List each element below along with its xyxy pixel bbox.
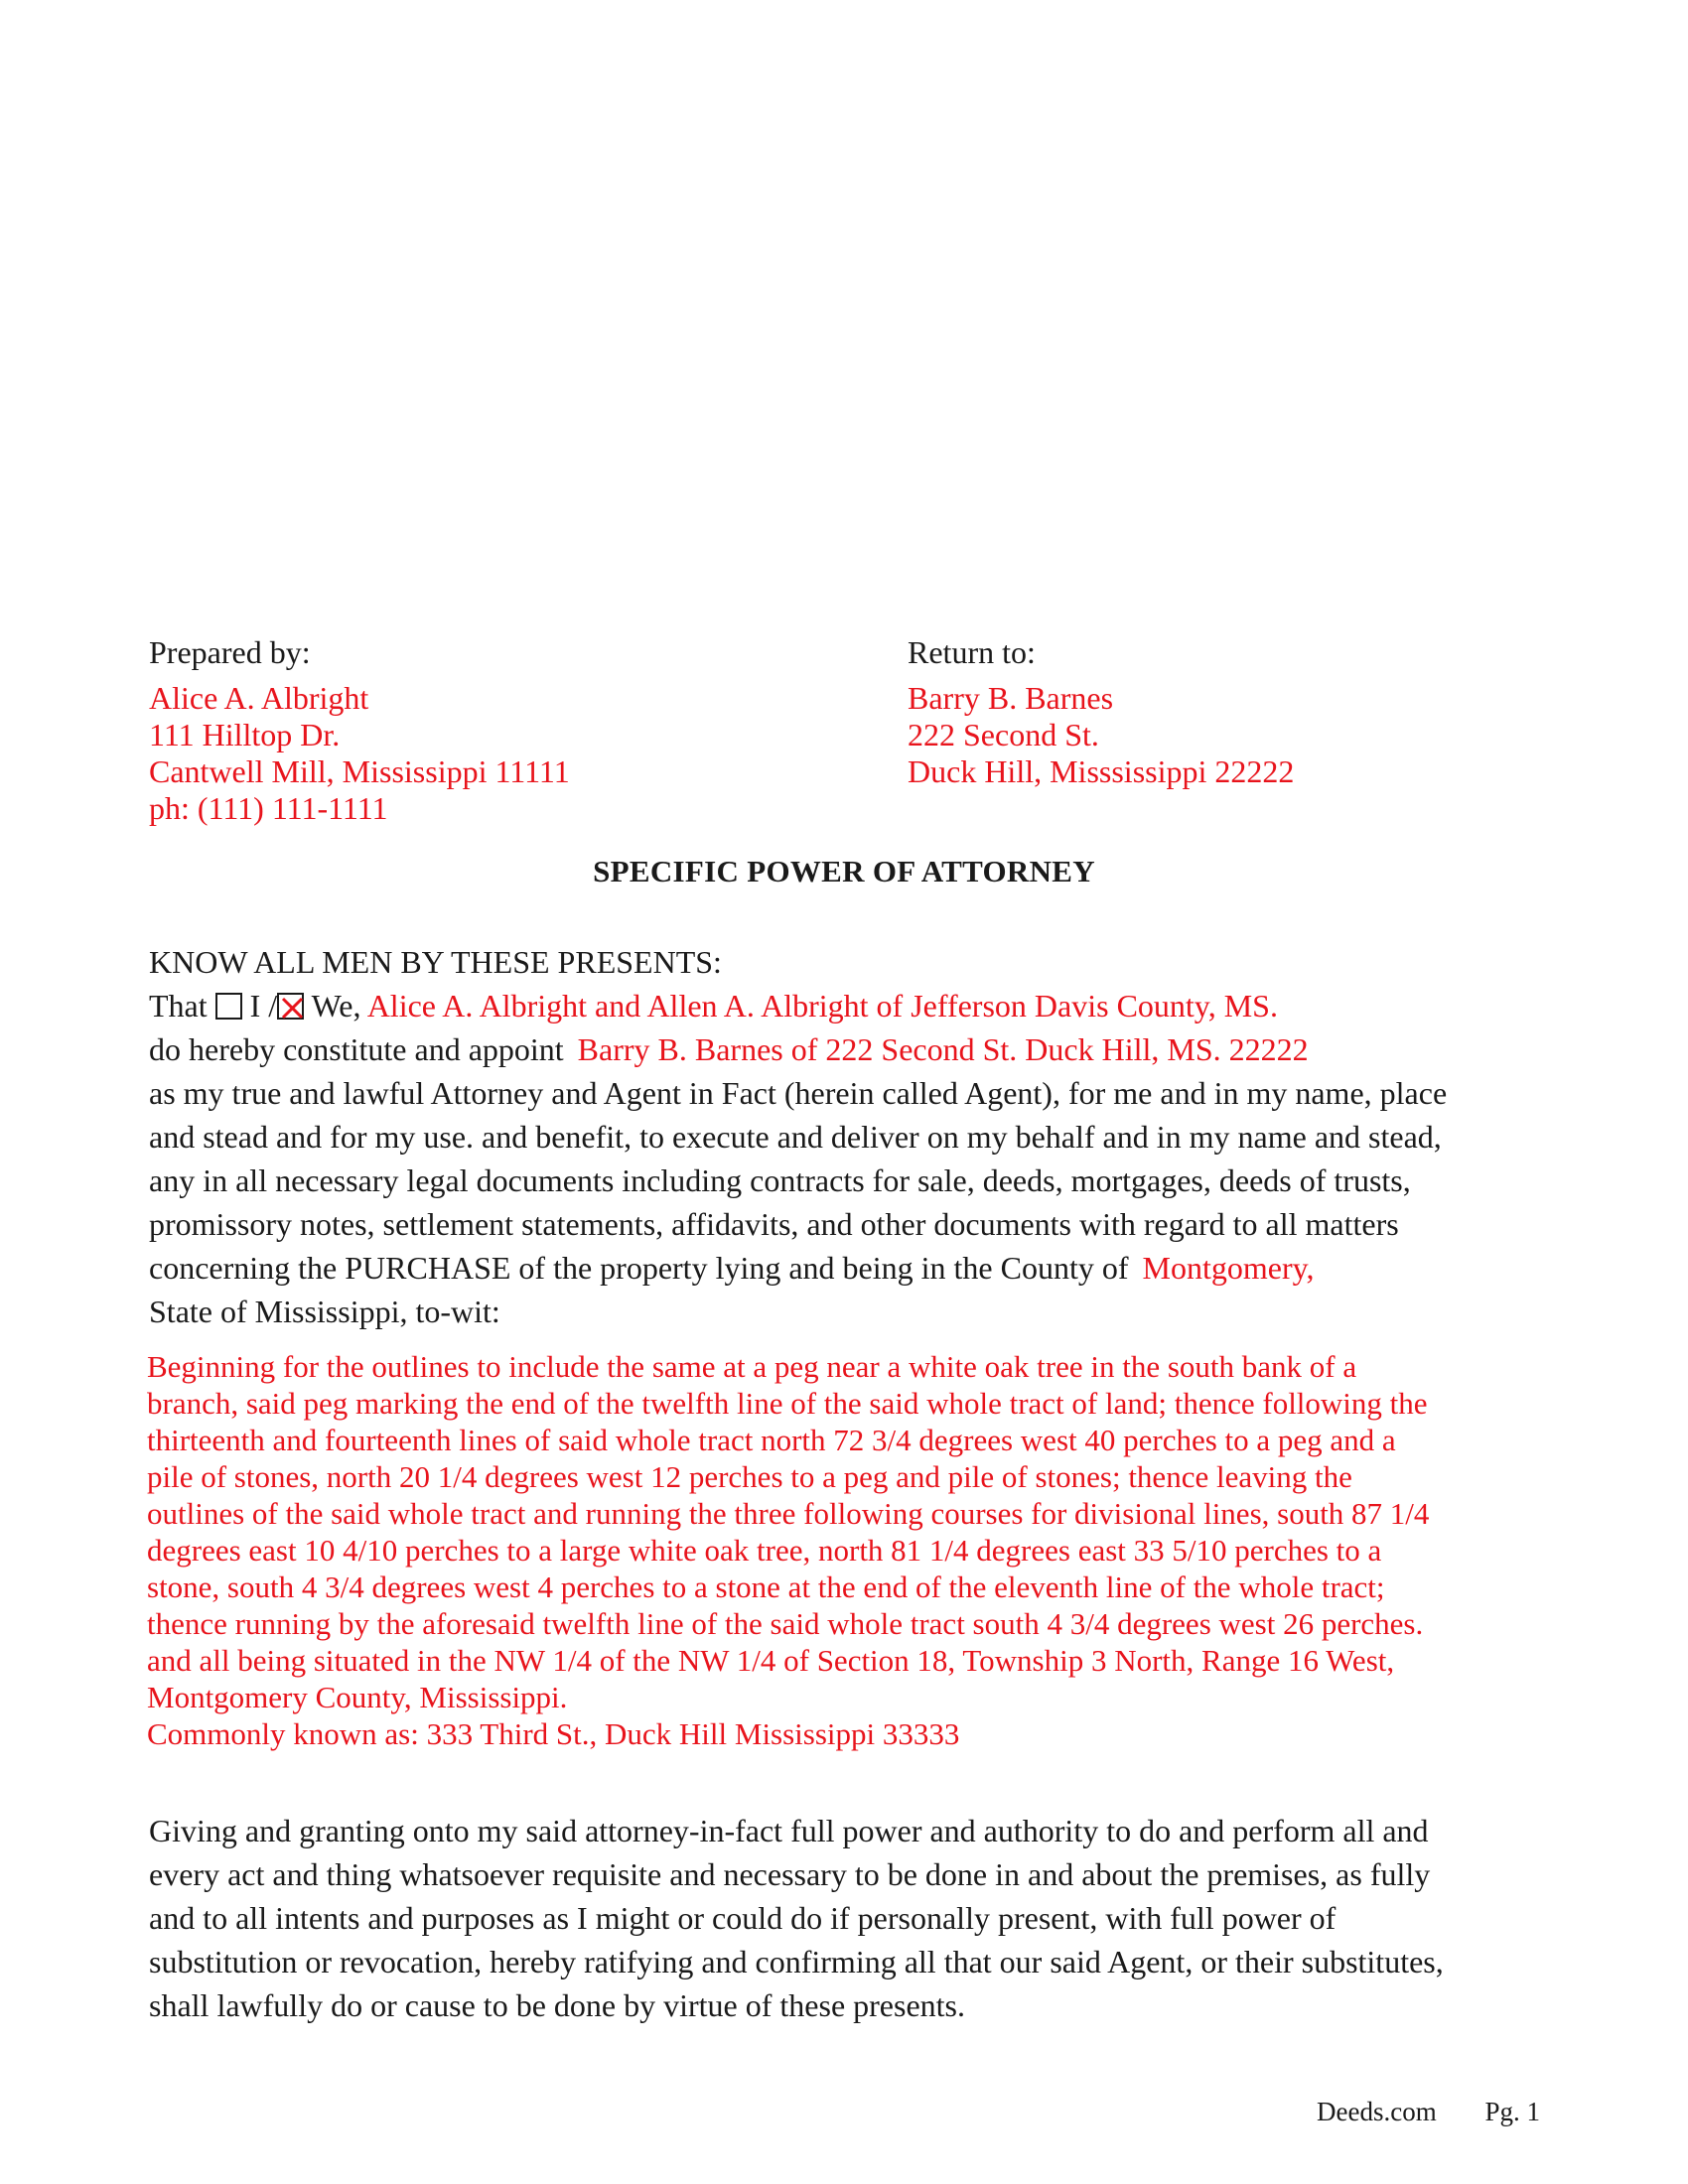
legal-line: pile of stones, north 20 1/4 degrees west 12 perches to a peg and pile of stones; thence leaving the — [147, 1459, 1352, 1494]
state-line: State of Mississippi, to-wit: — [149, 1294, 500, 1329]
county-line — [149, 1246, 1447, 1290]
legal-line: thirteenth and fourteenth lines of said whole tract north 72 3/4 degrees west 40 perches to a peg and a — [147, 1423, 1396, 1457]
appoint-line — [149, 1027, 1447, 1071]
granting-line: every act and thing whatsoever requisite and necessary to be done in and about the premises, as fully — [149, 1856, 1431, 1892]
checkbox-we[interactable] — [277, 993, 304, 1020]
appoint-text: do hereby constitute and appoint — [149, 1031, 564, 1067]
legal-line: thence running by the aforesaid twelfth line of the said whole tract south 4 3/4 degrees west 26 perches. — [147, 1606, 1424, 1641]
legal-line: outlines of the said whole tract and running the three following courses for divisional lines, south 87 1/4 — [147, 1496, 1430, 1531]
preparer-phone: ph: (111) 111-1111 — [149, 790, 388, 826]
return-to-label: Return to: — [908, 634, 1036, 670]
return-street: 222 Second St. — [908, 717, 1099, 752]
return-name: Barry B. Barnes — [908, 680, 1114, 716]
granting-line: substitution or revocation, hereby ratifying and confirming all that our said Agent, or their substitutes, — [149, 1944, 1444, 1979]
option-we-label: We, — [311, 988, 361, 1024]
option-i-label: I / — [249, 988, 278, 1024]
commonly-known-as: Commonly known as: 333 Third St., Duck Hill Mississippi 33333 — [147, 1716, 960, 1751]
return-to-block — [908, 632, 1294, 790]
agent-name: Barry B. Barnes of 222 Second St. Duck Hill, MS. 22222 — [577, 1031, 1309, 1067]
page-footer — [1317, 2097, 1540, 2127]
legal-description — [147, 1348, 1547, 1752]
body-line: and stead and for my use. and benefit, to execute and deliver on my behalf and in my name and stead, — [149, 1119, 1442, 1155]
page-number: Pg. 1 — [1484, 2097, 1540, 2126]
body-line: as my true and lawful Attorney and Agent in Fact (herein called Agent), for me and in my name, place — [149, 1075, 1448, 1111]
body-line: promissory notes, settlement statements, affidavits, and other documents with regard to all matters — [149, 1206, 1399, 1242]
preparer-street: 111 Hilltop Dr. — [149, 717, 341, 752]
granting-line: and to all intents and purposes as I might or could do if personally present, with full power of — [149, 1900, 1336, 1936]
legal-line: stone, south 4 3/4 degrees west 4 perches to a stone at the end of the eleventh line of the whole tract; — [147, 1570, 1385, 1604]
body-line: any in all necessary legal documents including contracts for sale, deeds, mortgages, deeds of trusts, — [149, 1162, 1411, 1198]
principals-names: Alice A. Albright and Allen A. Albright of Jefferson Davis County, MS. — [366, 988, 1278, 1024]
that-text: That — [149, 988, 208, 1024]
granting-line: Giving and granting onto my said attorney-in-fact full power and authority to do and perform all and — [149, 1813, 1429, 1848]
legal-line: degrees east 10 4/10 perches to a large white oak tree, north 81 1/4 degrees east 33 5/10 perches to a — [147, 1533, 1382, 1568]
principal-line — [149, 984, 1447, 1027]
prepared-by-block — [149, 632, 570, 827]
checkbox-i[interactable] — [215, 993, 242, 1020]
footer-site: Deeds.com — [1317, 2097, 1437, 2126]
legal-line: Montgomery County, Mississippi. — [147, 1680, 568, 1714]
checkbox-x-mark-icon — [279, 995, 306, 1022]
county-text: concerning the PURCHASE of the property lying and being in the County of — [149, 1250, 1129, 1286]
legal-line: Beginning for the outlines to include the same at a peg near a white oak tree in the south bank of a — [147, 1349, 1357, 1384]
return-city: Duck Hill, Misssissippi 22222 — [908, 753, 1295, 789]
know-all-heading: KNOW ALL MEN BY THESE PRESENTS: — [149, 944, 722, 980]
preparer-name: Alice A. Albright — [149, 680, 369, 716]
county-name: Montgomery, — [1142, 1250, 1315, 1286]
granting-paragraph — [149, 1809, 1539, 2027]
legal-line: and all being situated in the NW 1/4 of the NW 1/4 of Section 18, Township 3 North, Range 16 West, — [147, 1643, 1395, 1678]
granting-line: shall lawfully do or cause to be done by virtue of these presents. — [149, 1987, 965, 2023]
prepared-by-label: Prepared by: — [149, 634, 311, 670]
body-section — [149, 940, 1447, 1333]
legal-line: branch, said peg marking the end of the twelfth line of the said whole tract of land; thence following the — [147, 1386, 1428, 1421]
preparer-city: Cantwell Mill, Mississippi 11111 — [149, 753, 570, 789]
document-title: SPECIFIC POWER OF ATTORNEY — [593, 854, 1095, 888]
